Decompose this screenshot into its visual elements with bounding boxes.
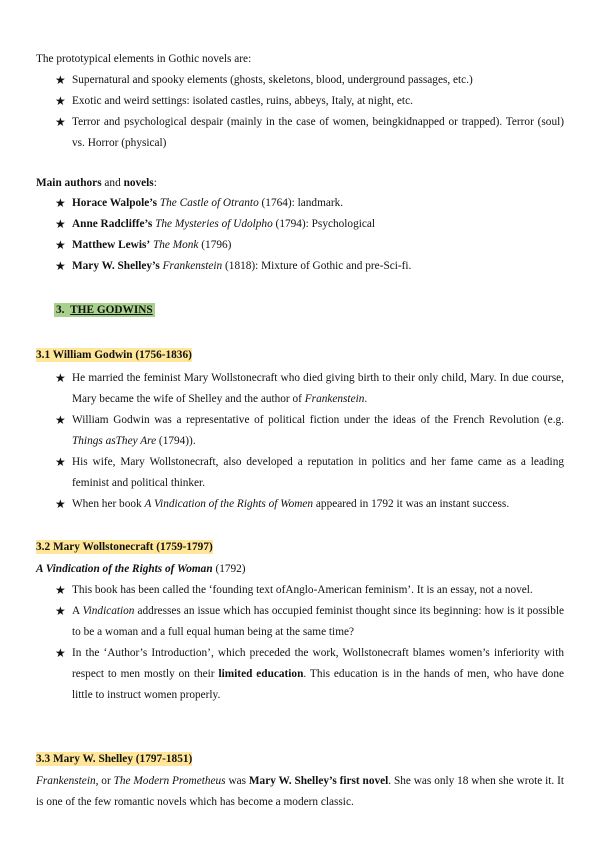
- list-item: ★ When her book A Vindication of the Rights of Women appeared in 1792 it was an instant success.: [36, 494, 564, 515]
- star-bullet-icon: ★: [55, 583, 66, 597]
- list-item: ★ William Godwin was a representative of political fiction under the ideas of the French Revolution (e.g. Things asThey Are (1794)).: [36, 410, 564, 452]
- authors-list: [36, 193, 564, 277]
- list-item: ★ His wife, Mary Wollstonecraft, also developed a reputation in politics and her fame came as a leading feminist and political thinker.: [36, 452, 564, 494]
- star-bullet-icon: ★: [55, 413, 66, 427]
- list-item: ★ Exotic and weird settings: isolated castles, ruins, abbeys, Italy, at night, etc.: [36, 91, 564, 112]
- list-item: ★ He married the feminist Mary Wollstonecraft who died giving birth to their only child, Mary. In due course, Mary became the wife of Shelley and the author of Frankenstein.: [36, 368, 564, 410]
- star-bullet-icon: ★: [55, 497, 66, 511]
- star-bullet-icon: ★: [55, 196, 66, 210]
- list-item: ★ Mary W. Shelley’s Frankenstein (1818): Mixture of Gothic and pre-Sci-fi.: [36, 256, 564, 277]
- wollstonecraft-list: [36, 580, 564, 706]
- vindication-work-line: A Vindication of the Rights of Woman (1792): [36, 563, 246, 575]
- list-item: ★ Anne Radcliffe’s The Mysteries of Udolpho (1794): Psychological: [36, 214, 564, 235]
- list-item: ★ Terror and psychological despair (mainly in the case of women, beingkidnapped or trapped). Terror (soul) vs. Horror (physical): [36, 112, 564, 154]
- section-3-title: 3. THE GODWINS: [56, 304, 153, 316]
- star-bullet-icon: ★: [55, 73, 66, 87]
- wollstonecraft-heading: 3.2 Mary Wollstonecraft (1759-1797): [36, 541, 213, 553]
- star-bullet-icon: ★: [55, 646, 66, 660]
- list-item: ★ Horace Walpole’s The Castle of Otranto (1764): landmark.: [36, 193, 564, 214]
- list-item: ★ Matthew Lewis’ The Monk (1796): [36, 235, 564, 256]
- gothic-intro: The prototypical elements in Gothic novels are:: [36, 53, 252, 65]
- shelley-paragraph: Frankenstein, or The Modern Prometheus was Mary W. Shelley’s first novel. She was only 18 when she wrote it. It is one of the few romantic novels which has become a modern classic.: [36, 775, 565, 808]
- shelley-heading: 3.3 Mary W. Shelley (1797-1851): [36, 753, 193, 765]
- list-item: ★ Supernatural and spooky elements (ghosts, skeletons, blood, underground passages, etc.): [36, 70, 564, 91]
- gothic-elements-list: [36, 70, 564, 154]
- list-item: ★ This book has been called the ‘founding text ofAnglo-American feminism’. It is an essay, not a novel.: [36, 580, 564, 601]
- star-bullet-icon: ★: [55, 238, 66, 252]
- star-bullet-icon: ★: [55, 604, 66, 618]
- star-bullet-icon: ★: [55, 371, 66, 385]
- godwin-heading: 3.1 William Godwin (1756-1836): [36, 349, 192, 361]
- star-bullet-icon: ★: [55, 94, 66, 108]
- star-bullet-icon: ★: [55, 217, 66, 231]
- star-bullet-icon: ★: [55, 455, 66, 469]
- authors-intro: Main authors and novels:: [36, 177, 157, 189]
- star-bullet-icon: ★: [55, 259, 66, 273]
- star-bullet-icon: ★: [55, 115, 66, 129]
- list-item: ★ A Vindication addresses an issue which has occupied feminist thought since its beginning: how is it possible to be a woman and a full equal human being at the same time?: [36, 601, 564, 643]
- list-item: ★ In the ‘Author’s Introduction’, which preceded the work, Wollstonecraft blames women’s inferiority with respect to men mostly on their limited education. This education is in the hands of men, who have done little to instruct women properly.: [36, 643, 564, 706]
- godwin-list: [36, 368, 564, 515]
